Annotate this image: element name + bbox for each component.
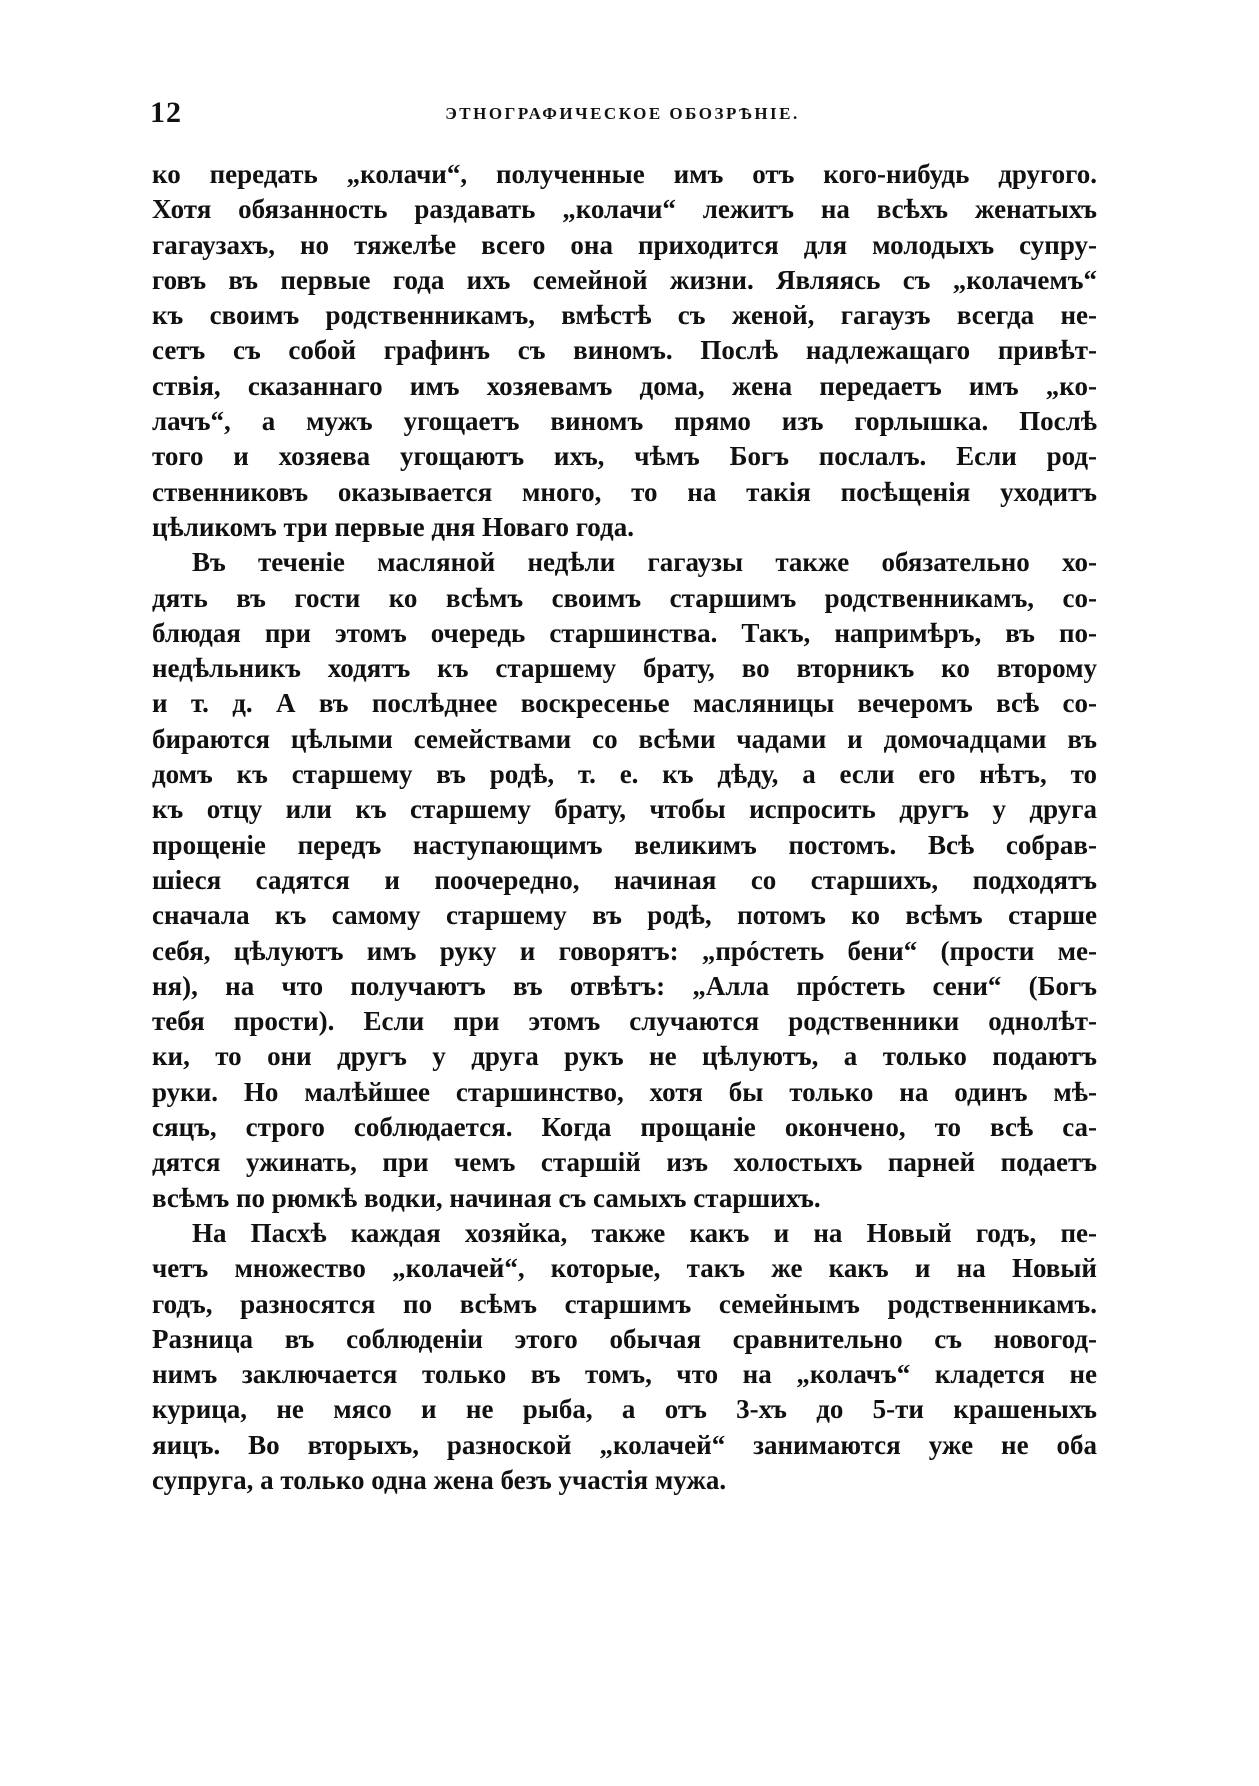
page-number: 12 (150, 96, 182, 129)
text-line: шіеся садятся и поочередно, начиная со старшихъ, подходятъ (152, 864, 1097, 895)
text-line: прощеніе передъ наступающимъ великимъ постомъ. Всѣ собрав- (152, 829, 1097, 860)
text-line: сначала къ самому старшему въ родѣ, потомъ ко всѣмъ старше (152, 900, 1097, 931)
text-line: На Пасхѣ каждая хозяйка, также какъ и на Новый годъ, пе- (192, 1217, 1097, 1248)
text-line: къ своимъ родственникамъ, вмѣстѣ съ женой, гагаузъ всегда не- (152, 300, 1097, 331)
text-line: годъ, разносятся по всѣмъ старшимъ семейнымъ родственникамъ. (152, 1288, 1097, 1319)
text-line: цѣликомъ три первые дня Новаго года. (152, 511, 634, 542)
journal-title: ЭТНОГРАФИЧЕСКОЕ ОБОЗРѢНІЕ. (445, 104, 800, 123)
text-line: ня), на что получаютъ въ отвѣтъ: „Алла прóстеть сени“ (Богъ (152, 970, 1097, 1001)
text-line: дятся ужинать, при чемъ старшій изъ холостыхъ парней подаетъ (152, 1147, 1097, 1178)
paragraph (152, 1216, 1097, 1498)
text-line: себя, цѣлуютъ имъ руку и говорятъ: „прóстеть бени“ (прости ме- (152, 935, 1097, 966)
text-line: Разница въ соблюденіи этого обычая сравнительно съ новогод- (152, 1323, 1097, 1354)
text-line: тебя прости). Если при этомъ случаются родственники однолѣт- (152, 1006, 1097, 1037)
text-line: домъ къ старшему въ родѣ, т. е. къ дѣду, а если его нѣтъ, то (152, 759, 1097, 790)
text-line: ки, то они другъ у друга рукъ не цѣлуютъ, а только подаютъ (152, 1041, 1097, 1072)
text-line: всѣмъ по рюмкѣ водки, начиная съ самыхъ старшихъ. (152, 1182, 821, 1213)
text-line: недѣльникъ ходятъ къ старшему брату, во вторникъ ко второму (152, 653, 1097, 684)
text-line: лачъ“, а мужъ угощаетъ виномъ прямо изъ горлышка. Послѣ (152, 406, 1097, 437)
text-line: Хотя обязанность раздавать „колачи“ лежитъ на всѣхъ женатыхъ (152, 194, 1097, 225)
text-line: и т. д. А въ послѣднее воскресенье масляницы вечеромъ всѣ со- (152, 688, 1097, 719)
text-line: сетъ съ собой графинъ съ виномъ. Послѣ надлежащаго привѣт- (152, 335, 1097, 366)
paragraph (152, 545, 1097, 1216)
text-line: ко передать „колачи“, полученные имъ отъ кого-нибудь другого. (152, 159, 1097, 189)
text-line: къ отцу или къ старшему брату, чтобы испросить другъ у друга (152, 794, 1097, 825)
text-line: Въ теченіе масляной недѣли гагаузы также обязательно хо- (192, 547, 1097, 578)
text-line: ствія, сказаннаго имъ хозяевамъ дома, жена передаетъ имъ „ко- (152, 370, 1097, 401)
text-line: руки. Но малѣйшее старшинство, хотя бы только на одинъ мѣ- (152, 1076, 1097, 1107)
text-line: яицъ. Во вторыхъ, разноской „колачей“ занимаются уже не оба (152, 1429, 1097, 1460)
text-line: гагаузахъ, но тяжелѣе всего она приходится для молодыхъ супру- (152, 229, 1097, 260)
text-line: курица, не мясо и не рыба, а отъ 3-хъ до 5-ти крашеныхъ (152, 1394, 1097, 1425)
running-head (150, 96, 1095, 136)
paragraph (152, 157, 1097, 545)
body-text (152, 157, 1097, 1498)
text-line: говъ въ первые года ихъ семейной жизни. Являясь съ „колачемъ“ (152, 264, 1097, 295)
text-line: сяцъ, строго соблюдается. Когда прощаніе окончено, то всѣ са- (152, 1112, 1097, 1143)
text-line: блюдая при этомъ очередь старшинства. Такъ, напримѣръ, въ по- (152, 617, 1097, 648)
text-line: супруга, а только одна жена безъ участія мужа. (152, 1464, 727, 1495)
text-line: нимъ заключается только въ томъ, что на „колачъ“ кладется не (152, 1359, 1097, 1390)
text-line: ственниковъ оказывается много, то на такія посѣщенія уходитъ (152, 476, 1097, 507)
text-line: четъ множество „колачей“, которые, такъ же какъ и на Новый (152, 1253, 1097, 1284)
text-line: дять въ гости ко всѣмъ своимъ старшимъ родственникамъ, со- (152, 582, 1097, 613)
text-line: бираются цѣлыми семействами со всѣми чадами и домочадцами въ (152, 723, 1097, 754)
text-line: того и хозяева угощаютъ ихъ, чѣмъ Богъ послалъ. Если род- (152, 441, 1097, 472)
